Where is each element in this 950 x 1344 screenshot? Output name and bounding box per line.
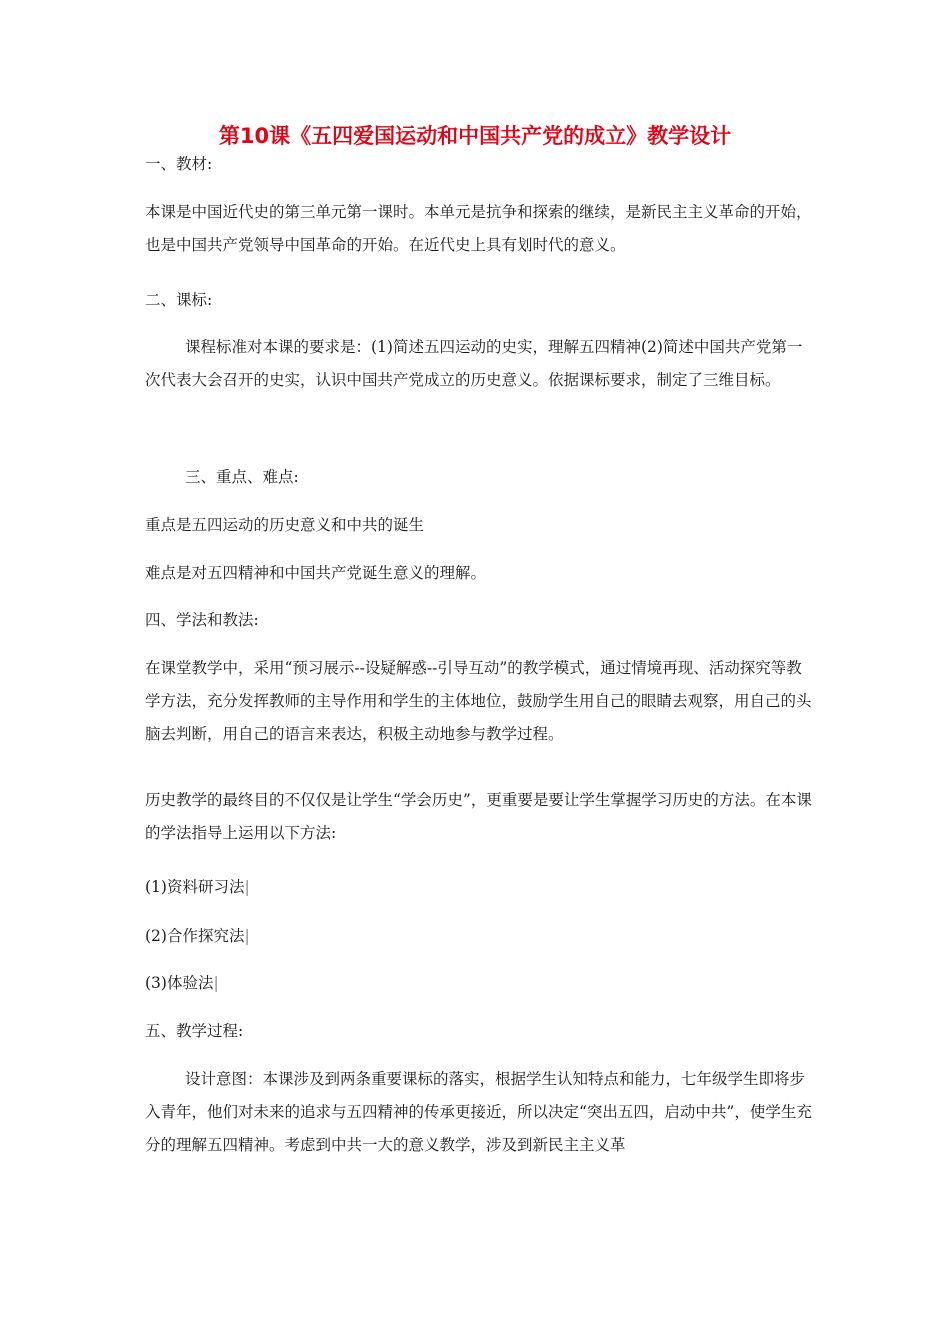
section-1-paragraph: 本课是中国近代史的第三单元第一课时。本单元是抗争和探索的继续，是新民主主义革命的开始，也是中国共产党领导中国革命的开始。在近代史上具有划时代的意义。 xyxy=(145,203,812,254)
section-4 xyxy=(145,604,815,637)
section-5-paragraph: 设计意图：本课涉及到两条重要课标的落实，根据学生认知特点和能力，七年级学生即将步入青年，他们对未来的追求与五四精神的传承更接近，所以决定“突出五四，启动中共”，使学生充分的理解五四精神。考虑到中共一大的意义教学，涉及到新民主主义革 xyxy=(145,1070,812,1154)
section-3-heading: 三、重点、难点: xyxy=(185,468,299,486)
document-title: 第10课《五四爱国运动和中国共产党的成立》教学设计 xyxy=(218,124,732,148)
method-3-text: (3)体验法 xyxy=(145,974,214,992)
text-cursor-icon: | xyxy=(244,878,250,896)
section-1-heading: 一、教材: xyxy=(145,155,213,173)
section-2-paragraph: 课程标准对本课的要求是：(1)简述五四运动的史实，理解五四精神(2)简述中国共产党第一次代表大会召开的史实，认识中国共产党成立的历史意义。依据课标要求，制定了三维目标。 xyxy=(145,338,803,389)
section-5-heading: 五、教学过程: xyxy=(145,1022,244,1040)
text-cursor-icon: | xyxy=(213,974,219,992)
method-1-text: (1)资料研习法 xyxy=(145,878,245,896)
section-4-body-1 xyxy=(145,652,815,751)
method-item-3 xyxy=(145,967,815,1000)
section-4-body-2 xyxy=(145,784,815,850)
section-3-key xyxy=(145,509,815,542)
section-5-body xyxy=(145,1063,815,1162)
section-4-paragraph-2: 历史教学的最终目的不仅仅是让学生“学会历史”，更重要是要让学生掌握学习历史的方法。在本课的学法指导上运用以下方法: xyxy=(145,791,812,842)
section-4-heading: 四、学法和教法: xyxy=(145,611,259,629)
section-3 xyxy=(145,461,815,494)
section-4-paragraph-1: 在课堂教学中，采用“预习展示--设疑解惑--引导互动”的教学模式，通过情境再现、活动探究等教学方法，充分发挥教师的主导作用和学生的主体地位，鼓励学生用自己的眼睛去观察，用自己的头脑去判断，用自己的语言来表达，积极主动地参与教学过程。 xyxy=(145,659,812,743)
section-1-body xyxy=(145,196,815,262)
section-2 xyxy=(145,284,815,317)
section-5 xyxy=(145,1015,815,1048)
section-3-difficult xyxy=(145,557,815,590)
method-item-2 xyxy=(145,920,815,953)
method-2-text: (2)合作探究法 xyxy=(145,927,245,945)
difficult-point-text: 难点是对五四精神和中国共产党诞生意义的理解。 xyxy=(145,564,487,582)
method-item-1 xyxy=(145,871,815,904)
section-1 xyxy=(145,148,815,181)
section-2-body xyxy=(145,331,815,397)
section-2-heading: 二、课标: xyxy=(145,291,213,309)
text-cursor-icon: | xyxy=(244,927,250,945)
key-point-text: 重点是五四运动的历史意义和中共的诞生 xyxy=(145,516,425,534)
